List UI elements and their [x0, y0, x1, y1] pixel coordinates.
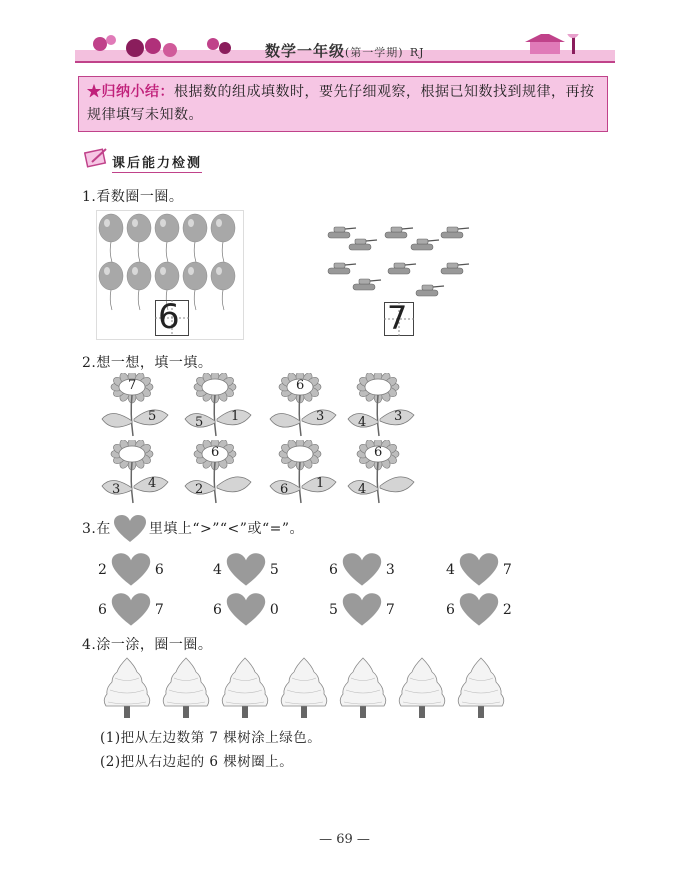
- q4-label: 4.涂一涂，圈一圈。: [82, 637, 213, 653]
- q2-label: 2.想一想，填一填。: [82, 355, 213, 371]
- comparison-item: [329, 552, 395, 588]
- balloon-icon: [155, 214, 179, 262]
- section-title: 课后能力检测: [112, 152, 202, 173]
- flower-right-leaf-number: 3: [316, 409, 325, 424]
- flower-icon: [181, 373, 253, 437]
- summary-text: 根据数的组成填数时，要先仔细观察，根据已知数找到规律，再按规律填写未知数。: [87, 84, 595, 123]
- flower-card: [98, 373, 170, 437]
- comparison-item: [98, 592, 164, 628]
- heart-answer-icon[interactable]: [457, 592, 501, 628]
- q4-sub2: (2)把从右边起的 6 棵树圈上。: [100, 754, 294, 770]
- comparison-left-number: 5: [329, 602, 338, 618]
- flower-left-leaf-number: 6: [280, 482, 289, 497]
- flower-top-number: 6: [374, 445, 383, 460]
- comparison-left-number: 6: [446, 602, 455, 618]
- tree-icon[interactable]: [336, 656, 390, 720]
- tree-icon[interactable]: [454, 656, 508, 720]
- flower-right-leaf-number: 5: [148, 409, 157, 424]
- comparison-right-number: 7: [502, 562, 512, 578]
- tank-answer-box[interactable]: [384, 299, 414, 337]
- summary-box: [78, 76, 608, 132]
- tank-icon: [328, 263, 356, 274]
- flower-left-leaf-number: 5: [195, 415, 204, 430]
- comparison-item: [213, 552, 279, 588]
- flower-card: [344, 373, 416, 437]
- balloon-icon: [127, 214, 151, 262]
- flower-top-number: 6: [296, 378, 305, 393]
- header-semester: (第一学期): [345, 46, 404, 59]
- heart-answer-icon[interactable]: [224, 552, 268, 588]
- comparison-right-number: 7: [385, 602, 395, 618]
- heart-icon: [113, 514, 147, 544]
- comparison-right-number: 7: [154, 602, 164, 618]
- comparison-right-number: 6: [154, 562, 164, 578]
- flower-right-leaf-number: 4: [148, 476, 157, 491]
- tank-icon: [416, 285, 444, 296]
- tank-icon: [441, 263, 469, 274]
- flower-left-leaf-number: 3: [112, 482, 121, 497]
- tank-icon: [388, 263, 416, 274]
- balloon-digit: 6: [158, 297, 180, 337]
- page-number: — 69 —: [319, 832, 370, 847]
- comparison-item: [98, 552, 164, 588]
- tank-icon: [328, 227, 356, 238]
- balloon-icon: [183, 214, 207, 262]
- flower-top-number: 7: [128, 378, 137, 393]
- header-edition: RJ: [409, 46, 425, 59]
- q3-label: [82, 514, 304, 544]
- heart-answer-icon[interactable]: [224, 592, 268, 628]
- header-subject: 数学一年级: [265, 42, 346, 60]
- tree-icon[interactable]: [218, 656, 272, 720]
- balloon-icon: [99, 262, 123, 310]
- flower-left-leaf-number: 4: [358, 482, 367, 497]
- comparison-left-number: 4: [213, 562, 222, 578]
- heart-answer-icon[interactable]: [340, 592, 384, 628]
- comparison-item: [446, 592, 512, 628]
- comparison-right-number: 3: [385, 562, 395, 578]
- tree-icon[interactable]: [100, 656, 154, 720]
- q3-label-suffix: 里填上“>”“<”或“=”。: [148, 521, 304, 537]
- flower-icon: [98, 440, 170, 504]
- heart-answer-icon[interactable]: [109, 592, 153, 628]
- flower-card: [98, 440, 170, 504]
- flower-card: [181, 440, 253, 504]
- flower-card: [344, 440, 416, 504]
- comparison-item: [446, 552, 512, 588]
- balloon-icon: [211, 262, 235, 310]
- flower-icon: [266, 440, 338, 504]
- tank-icon: [353, 279, 381, 290]
- comparison-left-number: 4: [446, 562, 455, 578]
- comparison-item: [213, 592, 279, 628]
- comparison-right-number: 2: [502, 602, 512, 618]
- q1-label: 1.看数圈一圈。: [82, 189, 184, 205]
- flower-left-leaf-number: 4: [358, 415, 367, 430]
- q4-sub1: (1)把从左边数第 7 棵树涂上绿色。: [100, 730, 322, 746]
- flower-card: [266, 373, 338, 437]
- heart-answer-icon[interactable]: [340, 552, 384, 588]
- flower-right-leaf-number: 1: [231, 409, 240, 424]
- balloon-icon: [99, 214, 123, 262]
- flower-top-number: 6: [211, 445, 220, 460]
- comparison-left-number: 6: [213, 602, 222, 618]
- comparison-left-number: 6: [98, 602, 107, 618]
- comparison-left-number: 6: [329, 562, 338, 578]
- comparison-item: [329, 592, 395, 628]
- tank-icon: [441, 227, 469, 238]
- header-title: [265, 40, 425, 61]
- flower-card: [266, 440, 338, 504]
- balloon-icon: [127, 262, 151, 310]
- flower-right-leaf-number: 1: [316, 476, 325, 491]
- q3-label-prefix: 3.在: [82, 521, 111, 537]
- heart-answer-icon[interactable]: [457, 552, 501, 588]
- heart-answer-icon[interactable]: [109, 552, 153, 588]
- tree-icon[interactable]: [395, 656, 449, 720]
- flower-card: [181, 373, 253, 437]
- tank-icon: [411, 239, 439, 250]
- balloon-answer-box[interactable]: [155, 297, 189, 337]
- comparison-right-number: 0: [269, 602, 279, 618]
- balloon-icon: [211, 214, 235, 262]
- tank-icon: [385, 227, 413, 238]
- flower-left-leaf-number: 2: [195, 482, 204, 497]
- comparison-left-number: 2: [98, 562, 107, 578]
- comparison-right-number: 5: [269, 562, 279, 578]
- flower-icon: [344, 373, 416, 437]
- tree-icon[interactable]: [277, 656, 331, 720]
- tank-digit: 7: [387, 299, 408, 337]
- tree-icon[interactable]: [159, 656, 213, 720]
- tank-icon: [349, 239, 377, 250]
- section-pencil-icon: [84, 146, 110, 170]
- flower-right-leaf-number: 3: [394, 409, 403, 424]
- summary-lead: ★归纳小结：: [87, 84, 174, 100]
